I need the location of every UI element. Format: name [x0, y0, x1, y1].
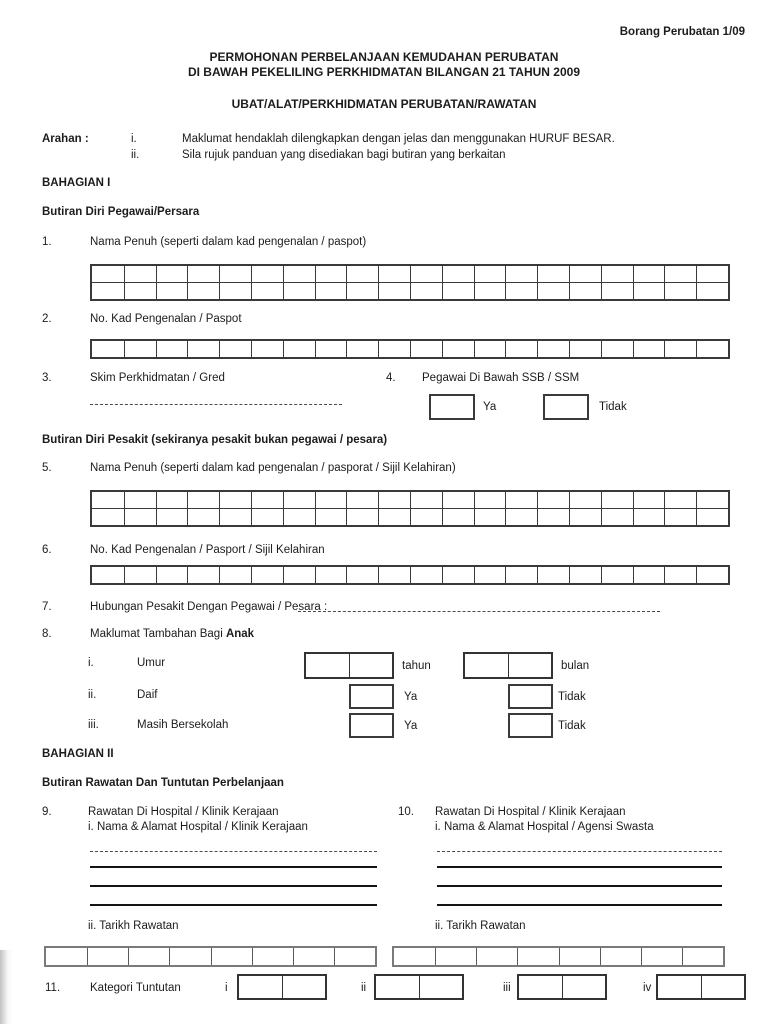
instruction-text-1: Maklumat hendaklah dilengkapkan dengan jelas dan menggunakan HURUF BESAR.: [182, 133, 615, 145]
item11-number: 11.: [45, 982, 61, 994]
age-years-unit: tahun: [402, 660, 431, 672]
item8-label-bold: Anak: [225, 628, 255, 640]
claim-category-box-2[interactable]: [374, 974, 464, 1000]
hospital-gov-address-line-3[interactable]: [90, 885, 377, 887]
claim-category-opt4-label: iv: [643, 982, 652, 994]
claim-category-box-1[interactable]: [237, 974, 327, 1000]
item1-label: Nama Penuh (seperti dalam kad pengenalan / paspot): [90, 236, 367, 248]
treatment-date-gov-grid[interactable]: [44, 946, 377, 967]
section1-heading: BAHAGIAN I: [42, 177, 111, 189]
claim-category-box-4[interactable]: [656, 974, 746, 1000]
form-title-line2: DI BAWAH PEKELILING PERKHIDMATAN BILANGAN 21 TAHUN 2009: [187, 65, 581, 79]
item10-line2: i. Nama & Alamat Hospital / Agensi Swasta: [435, 821, 654, 833]
item5-number: 5.: [42, 462, 52, 474]
section1-subheading-patient: Butiran Diri Pesakit (sekiranya pesakit bukan pegawai / pesara): [42, 434, 388, 446]
schooling-yes-checkbox[interactable]: [349, 713, 394, 738]
form-subtitle: UBAT/ALAT/PERKHIDMATAN PERUBATAN/RAWATAN: [231, 97, 537, 111]
item3-label: Skim Perkhidmatan / Gred: [90, 372, 225, 384]
ic-number-officer-grid[interactable]: [90, 339, 730, 359]
patient-relationship-line[interactable]: [298, 611, 660, 612]
hospital-gov-address-line-1[interactable]: [90, 851, 377, 852]
hospital-private-address-line-2[interactable]: [437, 866, 722, 868]
full-name-patient-grid[interactable]: [90, 490, 730, 527]
item8-label: [90, 627, 254, 641]
hospital-private-address-line-4[interactable]: [437, 904, 722, 906]
item10-line1: Rawatan Di Hospital / Klinik Kerajaan: [435, 806, 626, 818]
item8-label-prefix: Maklumat Tambahan Bagi: [90, 628, 226, 640]
item2-number: 2.: [42, 313, 52, 325]
item7-number: 7.: [42, 601, 52, 613]
item7-label: Hubungan Pesakit Dengan Pegawai / Pesara :: [90, 601, 328, 613]
item10-date-label: ii. Tarikh Rawatan: [435, 920, 526, 932]
instruction-num-1: i.: [131, 133, 137, 145]
instructions-label: Arahan :: [42, 133, 89, 145]
section2-subheading: Butiran Rawatan Dan Tuntutan Perbelanjaan: [42, 777, 284, 789]
instruction-num-2: ii.: [131, 149, 140, 161]
item4-number: 4.: [386, 372, 396, 384]
item2-label: No. Kad Pengenalan / Paspot: [90, 313, 242, 325]
item11-label: Kategori Tuntutan: [90, 982, 181, 994]
hospital-gov-address-line-4[interactable]: [90, 904, 377, 906]
hospital-gov-address-line-2[interactable]: [90, 866, 377, 868]
daif-no-checkbox[interactable]: [508, 684, 553, 709]
treatment-date-private-grid[interactable]: [392, 946, 725, 967]
ssb-no-checkbox[interactable]: [543, 394, 589, 420]
item1-number: 1.: [42, 236, 52, 248]
claim-category-opt1-label: i: [225, 982, 228, 994]
scan-edge-artifact: [0, 950, 13, 1024]
schooling-no-checkbox[interactable]: [508, 713, 553, 738]
item9-date-label: ii. Tarikh Rawatan: [88, 920, 179, 932]
claim-category-opt2-label: ii: [361, 982, 367, 994]
full-name-officer-grid[interactable]: [90, 264, 730, 301]
item8-row1-label: Umur: [137, 657, 166, 669]
section1-subheading-officer: Butiran Diri Pegawai/Persara: [42, 206, 200, 218]
daif-no-label: Tidak: [558, 691, 586, 703]
scheme-grade-line[interactable]: [90, 404, 342, 405]
item8-row2-number: ii.: [88, 689, 97, 701]
item3-number: 3.: [42, 372, 52, 384]
item9-number: 9.: [42, 806, 52, 818]
instruction-text-2: Sila rujuk panduan yang disediakan bagi butiran yang berkaitan: [182, 149, 506, 161]
form-title-line1: PERMOHONAN PERBELANJAAN KEMUDAHAN PERUBATAN: [209, 50, 559, 64]
claim-category-box-3[interactable]: [517, 974, 607, 1000]
item8-row1-number: i.: [88, 657, 94, 669]
daif-yes-checkbox[interactable]: [349, 684, 394, 709]
item8-row2-label: Daif: [137, 689, 158, 701]
ssb-yes-label: Ya: [483, 401, 497, 413]
age-years-box[interactable]: [304, 652, 394, 679]
ssb-no-label: Tidak: [599, 401, 627, 413]
schooling-yes-label: Ya: [404, 720, 418, 732]
item10-number: 10.: [398, 806, 414, 818]
item6-label: No. Kad Pengenalan / Pasport / Sijil Kelahiran: [90, 544, 325, 556]
item8-row3-label: Masih Bersekolah: [137, 719, 229, 731]
hospital-private-address-line-1[interactable]: [437, 851, 722, 852]
item6-number: 6.: [42, 544, 52, 556]
item8-row3-number: iii.: [88, 719, 99, 731]
item9-line1: Rawatan Di Hospital / Klinik Kerajaan: [88, 806, 279, 818]
ic-number-patient-grid[interactable]: [90, 565, 730, 585]
claim-category-opt3-label: iii: [503, 982, 511, 994]
hospital-private-address-line-3[interactable]: [437, 885, 722, 887]
form-reference: Borang Perubatan 1/09: [619, 26, 745, 38]
item4-label: Pegawai Di Bawah SSB / SSM: [422, 372, 580, 384]
section2-heading: BAHAGIAN II: [42, 748, 114, 760]
ssb-yes-checkbox[interactable]: [429, 394, 475, 420]
item5-label: Nama Penuh (seperti dalam kad pengenalan / pasporat / Sijil Kelahiran): [90, 462, 456, 474]
daif-yes-label: Ya: [404, 691, 418, 703]
item9-line2: i. Nama & Alamat Hospital / Klinik Kerajaan: [88, 821, 308, 833]
item8-number: 8.: [42, 628, 52, 640]
age-months-unit: bulan: [561, 660, 590, 672]
age-months-box[interactable]: [463, 652, 553, 679]
schooling-no-label: Tidak: [558, 720, 586, 732]
